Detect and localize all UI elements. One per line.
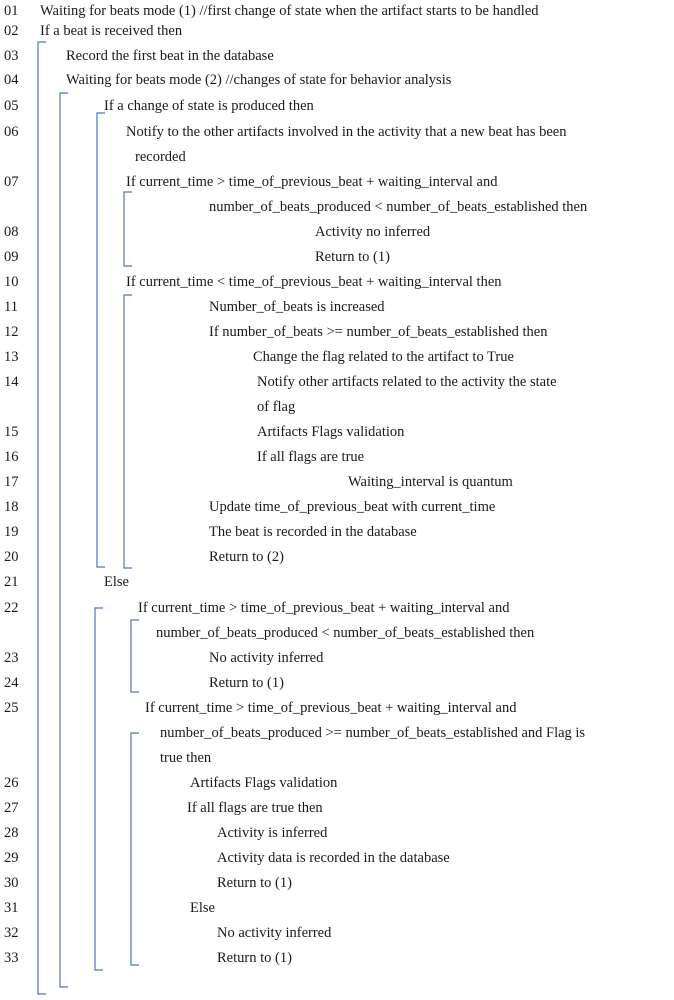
line-number: 33: [4, 950, 19, 966]
line-text: Waiting for beats mode (2) //changes of state for behavior analysis: [66, 72, 452, 88]
line-text-continuation: of flag: [257, 399, 296, 415]
code-line-22: [0, 596, 674, 621]
line-number: 04: [4, 72, 19, 88]
code-line-12: [0, 320, 674, 345]
code-line-25: [0, 696, 674, 721]
line-number: 09: [4, 249, 19, 265]
line-number: 27: [4, 800, 19, 816]
line-number: 23: [4, 650, 19, 666]
line-number: 08: [4, 224, 19, 240]
line-number: 32: [4, 925, 19, 941]
line-number: 14: [4, 374, 19, 390]
line-text: Artifacts Flags validation: [190, 775, 338, 791]
code-line-10: [0, 270, 674, 295]
line-number: 21: [4, 574, 19, 590]
code-line-20: [0, 545, 674, 570]
line-number: 06: [4, 124, 19, 140]
code-line-07: [0, 170, 674, 195]
code-line-06: [0, 120, 674, 145]
line-number: 31: [4, 900, 19, 916]
line-text: Else: [104, 574, 129, 590]
code-line-23: [0, 646, 674, 671]
code-line-02: [0, 19, 674, 44]
line-number: 02: [4, 23, 19, 39]
line-text: Waiting for beats mode (1) //first change of state when the artifact starts to be handled: [40, 3, 539, 19]
line-text: Activity is inferred: [217, 825, 328, 841]
code-line-19: [0, 520, 674, 545]
line-text-continuation: number_of_beats_produced >= number_of_beats_established and Flag is: [160, 725, 586, 741]
line-text: Else: [190, 900, 215, 916]
line-text: Number_of_beats is increased: [209, 299, 385, 315]
line-text: Return to (1): [217, 950, 292, 966]
line-text: Return to (2): [209, 549, 284, 565]
line-number: 10: [4, 274, 19, 290]
code-line-27: [0, 796, 674, 821]
code-line-09: [0, 245, 674, 270]
code-line-14: [0, 370, 674, 395]
line-text: If number_of_beats >= number_of_beats_established then: [209, 324, 548, 340]
line-text: If all flags are true: [257, 449, 365, 465]
line-number: 11: [4, 299, 18, 315]
line-text: Return to (1): [209, 675, 284, 691]
line-text: No activity inferred: [209, 650, 324, 666]
line-text: If current_time > time_of_previous_beat + waiting_interval and: [138, 600, 510, 616]
line-number: 15: [4, 424, 19, 440]
line-number: 28: [4, 825, 19, 841]
line-text: The beat is recorded in the database: [209, 524, 417, 540]
code-line-32: [0, 921, 674, 946]
code-line-15: [0, 420, 674, 445]
line-text: Notify to the other artifacts involved in the activity that a new beat has been: [126, 124, 567, 140]
line-text: Record the first beat in the database: [66, 48, 274, 64]
line-number: 03: [4, 48, 19, 64]
code-line-16: [0, 445, 674, 470]
line-text: Notify other artifacts related to the activity the state: [257, 374, 557, 390]
line-number: 13: [4, 349, 19, 365]
code-line-08: [0, 220, 674, 245]
line-number: 01: [4, 3, 19, 19]
line-text: If current_time > time_of_previous_beat + waiting_interval and: [145, 700, 517, 716]
line-number: 20: [4, 549, 19, 565]
code-line-33: [0, 946, 674, 971]
line-text: Return to (1): [315, 249, 390, 265]
line-number: 12: [4, 324, 19, 340]
code-line-04: [0, 68, 674, 93]
line-text: If a beat is received then: [40, 23, 183, 39]
line-number: 22: [4, 600, 19, 616]
line-number: 24: [4, 675, 19, 691]
code-line-29: [0, 846, 674, 871]
line-text: If current_time > time_of_previous_beat + waiting_interval and: [126, 174, 498, 190]
line-text: If all flags are true then: [187, 800, 323, 816]
line-text: If current_time < time_of_previous_beat + waiting_interval then: [126, 274, 502, 290]
line-text-continuation: true then: [160, 750, 212, 766]
line-text-continuation: number_of_beats_produced < number_of_beats_established then: [209, 199, 588, 215]
code-line-28: [0, 821, 674, 846]
code-line-31: [0, 896, 674, 921]
code-line-05: [0, 94, 674, 119]
line-number: 07: [4, 174, 19, 190]
code-line-26: [0, 771, 674, 796]
line-number: 18: [4, 499, 19, 515]
code-line-24: [0, 671, 674, 696]
line-text-continuation: recorded: [135, 149, 186, 165]
line-number: 30: [4, 875, 19, 891]
line-text: Return to (1): [217, 875, 292, 891]
line-text-continuation: number_of_beats_produced < number_of_beats_established then: [156, 625, 535, 641]
line-text: No activity inferred: [217, 925, 332, 941]
line-number: 17: [4, 474, 19, 490]
line-text: Activity no inferred: [315, 224, 431, 240]
line-number: 29: [4, 850, 19, 866]
line-number: 19: [4, 524, 19, 540]
code-line-13: [0, 345, 674, 370]
line-text: Artifacts Flags validation: [257, 424, 405, 440]
line-text: Change the flag related to the artifact to True: [253, 349, 514, 365]
line-number: 16: [4, 449, 19, 465]
code-line-17: [0, 470, 674, 495]
line-number: 26: [4, 775, 19, 791]
code-line-30: [0, 871, 674, 896]
code-line-11: [0, 295, 674, 320]
line-number: 05: [4, 98, 19, 114]
code-line-21: [0, 570, 674, 595]
line-text: Activity data is recorded in the database: [217, 850, 450, 866]
line-text: Update time_of_previous_beat with current_time: [209, 499, 496, 515]
line-number: 25: [4, 700, 19, 716]
line-text: If a change of state is produced then: [104, 98, 314, 114]
line-text: Waiting_interval is quantum: [348, 474, 513, 490]
code-line-03: [0, 44, 674, 69]
code-line-18: [0, 495, 674, 520]
